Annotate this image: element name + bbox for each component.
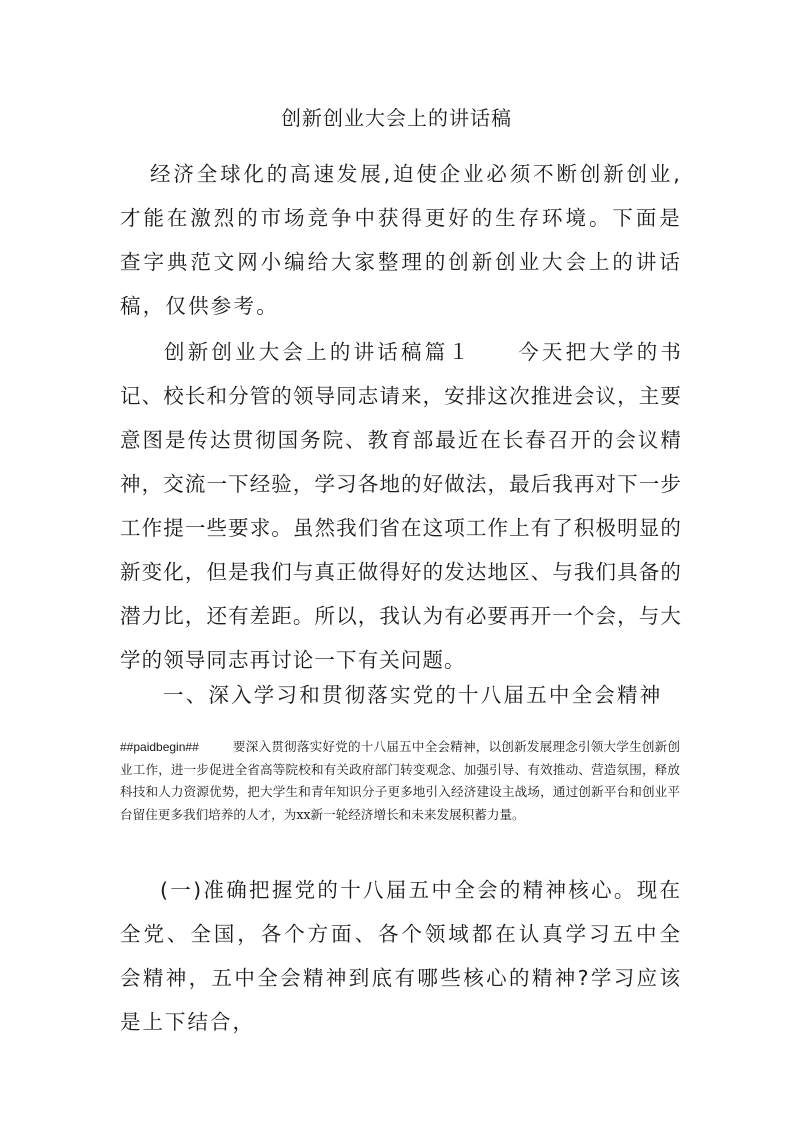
section1-label: 创新创业大会上的讲话稿篇１ xyxy=(164,340,473,364)
subsection-paragraph: (一)准确把握党的十八届五中全会的精神核心。现在全党、全国，各个方面、各个领域都在认真学习五中全会精神，五中全会精神到底有哪些核心的精神?学习应该是上下结合， xyxy=(120,878,682,1034)
small-body: 要深入贯彻落实好党的十八届五中全会精神，以创新发展理念引领大学生创新创业工作，进一步促进全省高等院校和有关政府部门转变观念、加强引导、有效推动、营造氛围，释放科技和人力资源优势，把大学生和青年知识分子更多地引入经济建设主战场，通过创新平台和创业平台留住更多我们培养的人才，为xx新一轮经济增长和未来发展积蓄力量。 xyxy=(120,739,680,822)
small-print-paragraph xyxy=(120,736,680,826)
intro-paragraph: 经济全球化的高速发展,迫使企业必须不断创新创业,才能在激烈的市场竞争中获得更好的生存环境。下面是查字典范文网小编给大家整理的创新创业大会上的讲话稿，仅供参考。 xyxy=(120,162,682,318)
section1-paragraph xyxy=(120,330,682,682)
document-title: 创新创业大会上的讲话稿 xyxy=(281,106,512,130)
paid-marker: ##paidbegin## xyxy=(120,740,199,754)
section-heading: 一、深入学习和贯彻落实党的十八届五中全会精神 xyxy=(163,683,663,707)
section1-body: 今天把大学的书记、校长和分管的领导同志请来，安排这次推进会议，主要意图是传达贯彻国务院、教育部最近在长春召开的会议精神，交流一下经验，学习各地的好做法，最后我再对下一步工作提一些要求。虽然我们省在这项工作上有了积极明显的新变化，但是我们与真正做得好的发达地区、与我们具备的潜力比，还有差距。所以，我认为有必要再开一个会，与大学的领导同志再讨论一下有关问题。 xyxy=(120,340,682,672)
